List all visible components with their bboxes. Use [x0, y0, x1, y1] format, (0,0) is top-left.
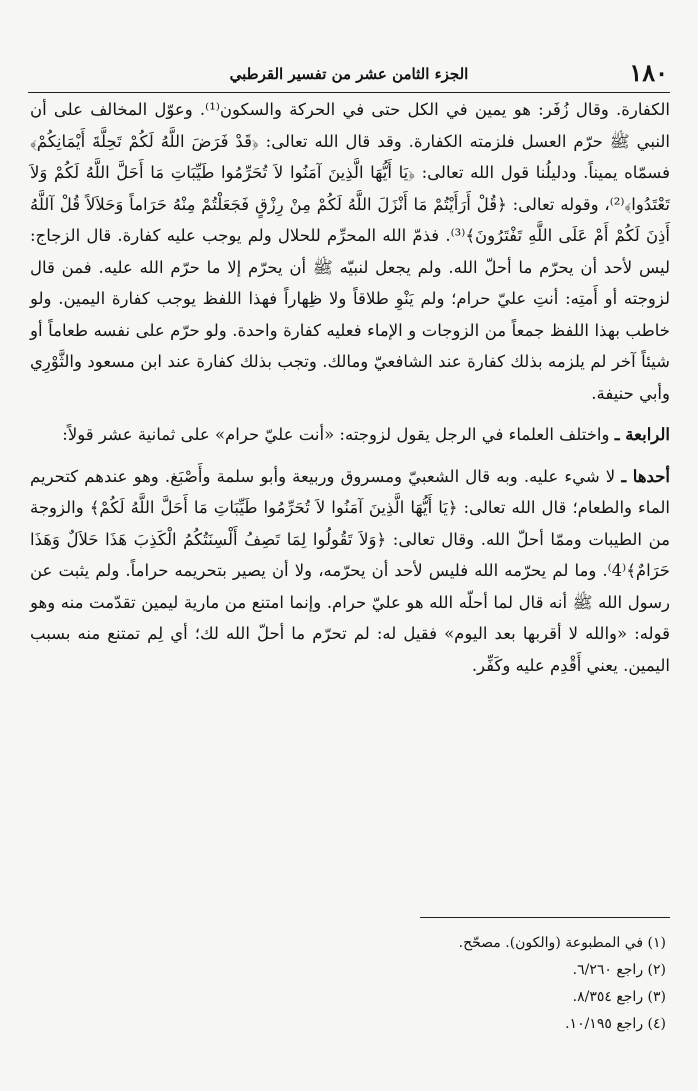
- footnotes: [66, 930, 666, 1038]
- paragraph: [30, 461, 670, 682]
- footnote: (٣) راجع ٨/٣٥٤.: [572, 989, 666, 1005]
- paragraph-lead: الرابعة ـ: [614, 425, 670, 444]
- footnote: (١) في المطبوعة (والكون). مصحّح.: [458, 935, 666, 951]
- paragraph-text: الكفارة. وقال زُفَر: هو يمين في الكل حتى في الحركة والسكون⁽¹⁾. وعوّل المخالف على أن النبي ﷺ حرّم العسل فلزمته الكفارة. وقد قال الله تعالى: ﴿قَدْ فَرَضَ اللَّهُ لَكُمْ تَحِلَّةَ أَيْمَانِكُمْ﴾ فسمّاه يميناً. ودليلُنا قول الله تعالى: ﴿يَا أَيُّهَا الَّذِينَ آمَنُوا لاَ تُحَرِّمُوا طَيِّبَاتِ مَا أَحَلَّ اللَّهُ لَكُمْ وَلاَ تَعْتَدُوا﴾⁽²⁾، وقوله تعالى: ﴿قُلْ أَرَأَيْتُمْ مَا أَنْزَلَ اللَّهُ لَكُمْ مِنْ رِزْقٍ فَجَعَلْتُمْ مِنْهُ حَرَاماً وَحَلاَلاً قُلْ آللَّهُ أَذِنَ لَكُمْ أَمْ عَلَى اللَّهِ تَفْتَرُونَ﴾⁽³⁾. فذمّ الله المحرِّم للحلال ولم يوجب عليه كفارة. قال الزجاج: ليس لأحد أن يحرّم ما أحلّ الله. ولم يجعل لنبيّه ﷺ أن يحرّم إلا ما حرّم الله عليه. فمن قال لزوجته أو أَمتِه: أنتِ عليّ حرام؛ ولم يَنْوِ طلاقاً ولا ظِهاراً فهذا اللفظ يوجب كفارة اليمين. ولو خاطب بهذا اللفظ جمعاً من الزوجات و الإماء فعليه كفارة واحدة. ولو حرّم على نفسه طعاماً أو شيئاً آخر لم يلزمه بذلك كفارة عند الشافعيّ ومالك. وتجب بذلك كفارة عند ابن مسعود والثَّوْرِي وأبي حنيفة.: [30, 100, 670, 403]
- page-number: ١٨٠: [629, 58, 668, 87]
- paragraph-lead: أحدها ـ: [621, 466, 670, 486]
- footnote: (٢) راجع ٦/٢٦٠.: [572, 962, 666, 978]
- body-text: [30, 94, 670, 681]
- footnote: (٤) راجع ١٠/١٩٥.: [565, 1016, 666, 1032]
- footnote-divider: [420, 917, 670, 918]
- paragraph-text: لا شيء عليه. وبه قال الشعبيّ ومسروق وربيعة وأبو سلمة وأَصْبَغ. وهو عندهم كتحريم الماء والطعام؛ قال الله تعالى: ﴿يَا أَيُّهَا الَّذِينَ آمَنُوا لاَ تُحَرِّمُوا طَيِّبَاتِ مَا أَحَلَّ اللَّهُ لَكُمْ﴾ والزوجة من الطيبات وممّا أحلّ الله. وقال تعالى: ﴿وَلاَ تَقُولُوا لِمَا تَصِفُ أَلْسِنَتُكُمُ الْكَذِبَ هَذَا حَلاَلٌ وَهَذَا حَرَامٌ﴾⁽4⁾. وما لم يحرّمه الله فليس لأحد أن يحرّمه، ولا أن يصير بتحريمه حراماً. ولم يثبت عن رسول الله ﷺ أنه قال لما أحلّه الله هو عليّ حرام. وإنما امتنع من مارية ليمين تقدّمت منه وهو قوله: «والله لا أقربها بعد اليوم» فقيل له: لم تحرّم ما أحلّ الله لك؛ أي لِم تمتنع منه بسبب اليمين. يعني أَقْدِم عليه وكَفِّر.: [30, 466, 670, 675]
- header-divider: [28, 92, 670, 93]
- paragraph: [30, 94, 670, 409]
- page-header: [30, 58, 668, 90]
- paragraph-text: واختلف العلماء في الرجل يقول لزوجته: «أنت عليّ حرام» على ثمانية عشر قولاً:: [62, 425, 610, 444]
- running-title: الجزء الثامن عشر من تفسير القرطبي: [229, 65, 469, 83]
- paragraph: [30, 419, 670, 451]
